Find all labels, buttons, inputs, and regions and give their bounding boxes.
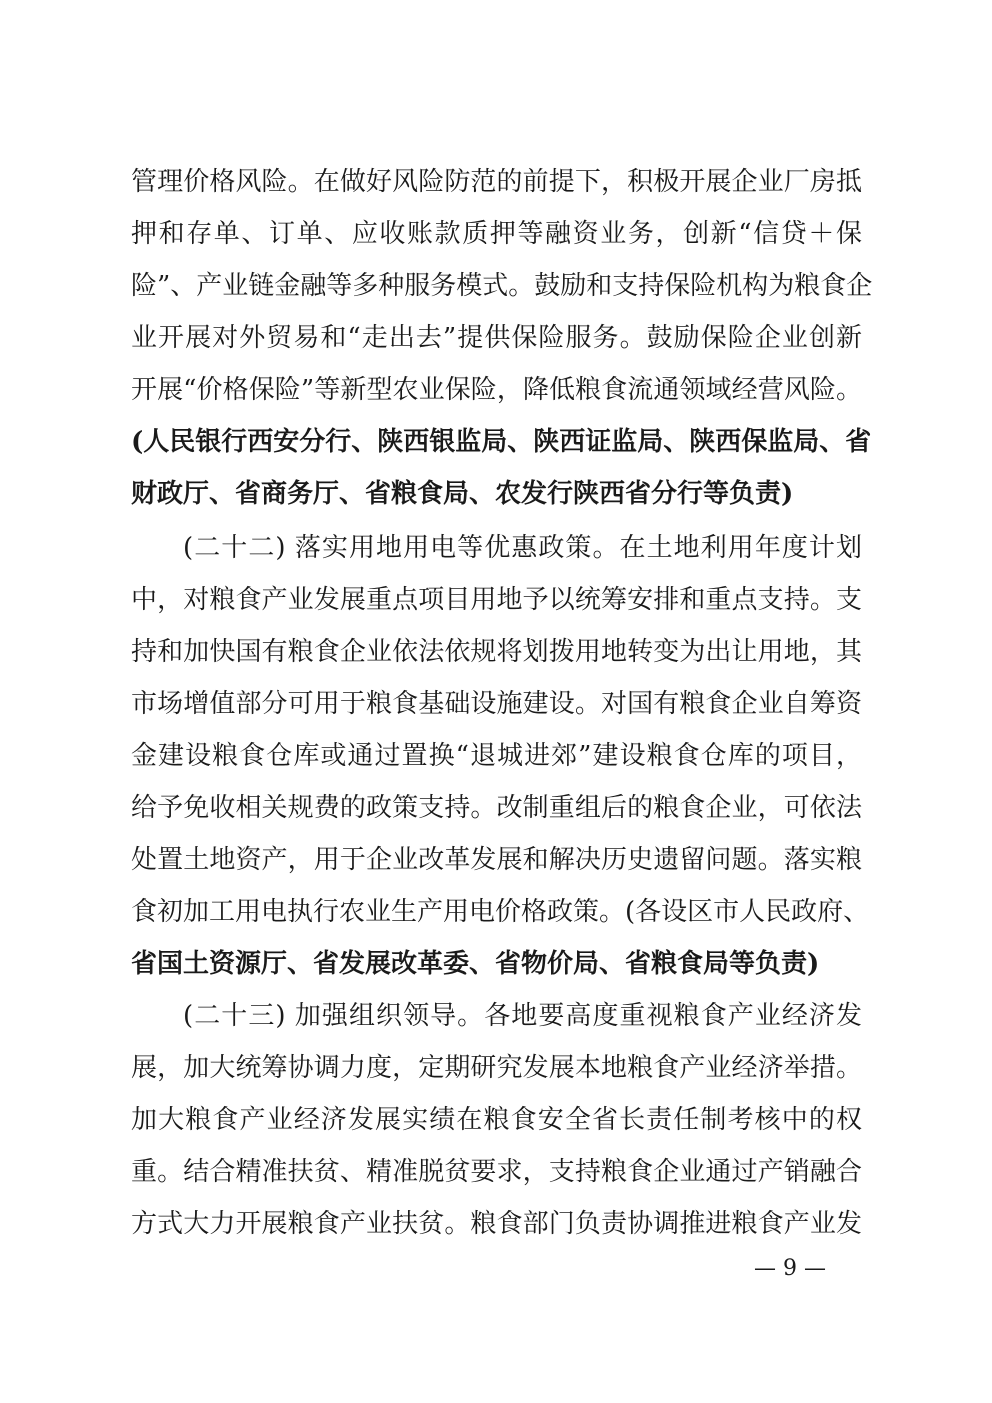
text-line: 管理价格风险。在做好风险防范的前提下，积极开展企业厂房抵	[131, 167, 862, 197]
responsible-parties-line: 财政厅、省商务厅、省粮食局、农发行陕西省分行等负责)	[131, 479, 794, 509]
text-line: 展，加大统筹协调力度，定期研究发展本地粮食产业经济举措。	[131, 1053, 862, 1083]
responsible-parties-line: (人民银行西安分行、陕西银监局、陕西证监局、陕西保监局、省	[131, 427, 872, 457]
text-line: 处置土地资产，用于企业改革发展和解决历史遗留问题。落实粮	[131, 845, 862, 875]
text-line: 持和加快国有粮食企业依法依规将划拨用地转变为出让用地，其	[131, 637, 862, 667]
text-line: 业开展对外贸易和“走出去”提供保险服务。鼓励保险企业创新	[131, 323, 862, 353]
text-line: 险”、产业链金融等多种服务模式。鼓励和支持保险机构为粮食企	[131, 271, 873, 301]
text-line: 押和存单、订单、应收账款质押等融资业务，创新“信贷＋保	[131, 219, 862, 249]
text-line: 加大粮食产业经济发展实绩在粮食安全省长责任制考核中的权	[131, 1105, 862, 1135]
text-line: 食初加工用电执行农业生产用电价格政策。(各设区市人民政府、	[131, 897, 870, 927]
text-line: 中，对粮食产业发展重点项目用地予以统筹安排和重点支持。支	[131, 585, 862, 615]
section-heading-line: (二十二) 落实用地用电等优惠政策。在土地利用年度计划	[183, 533, 862, 563]
responsible-parties-line: 省国土资源厅、省发展改革委、省物价局、省粮食局等负责)	[131, 949, 820, 979]
text-line: 金建设粮食仓库或通过置换“退城进郊”建设粮食仓库的项目，	[131, 741, 862, 771]
section-heading-line: (二十三) 加强组织领导。各地要高度重视粮食产业经济发	[183, 1001, 862, 1031]
text-line: 重。结合精准扶贫、精准脱贫要求，支持粮食企业通过产销融合	[131, 1157, 862, 1187]
text-line: 市场增值部分可用于粮食基础设施建设。对国有粮食企业自筹资	[131, 689, 862, 719]
text-line: 给予免收相关规费的政策支持。改制重组后的粮食企业，可依法	[131, 793, 862, 823]
text-line: 方式大力开展粮食产业扶贫。粮食部门负责协调推进粮食产业发	[131, 1209, 862, 1239]
text-line: 开展“价格保险”等新型农业保险，降低粮食流通领域经营风险。	[131, 375, 862, 405]
page-number: — 9 —	[754, 1256, 826, 1281]
